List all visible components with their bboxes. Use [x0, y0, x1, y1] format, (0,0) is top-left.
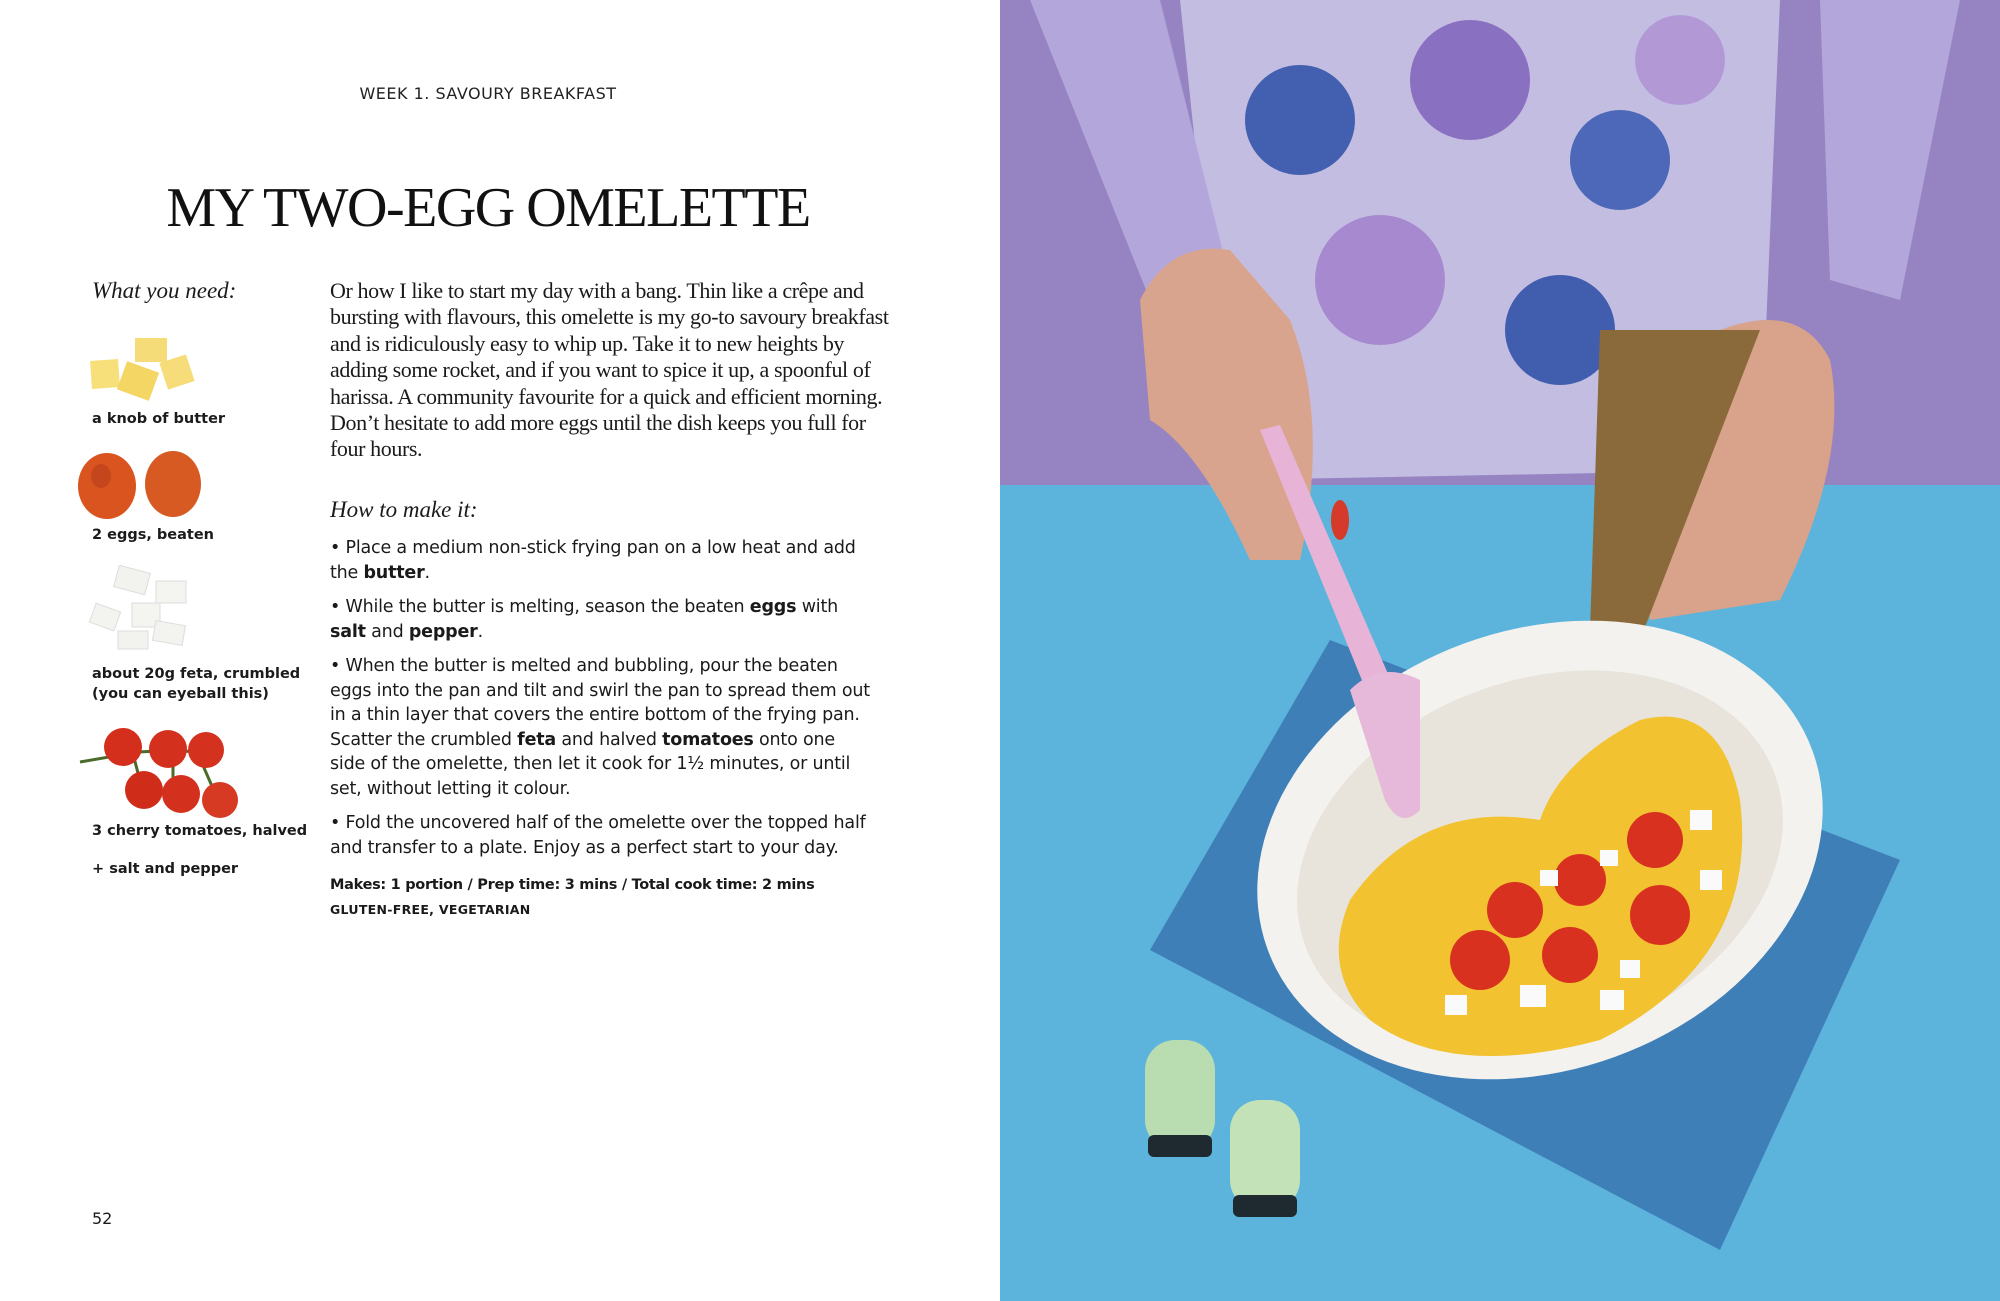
- method-step: [330, 811, 870, 860]
- diet-tags: GLUTEN-FREE, VEGETARIAN: [330, 902, 531, 917]
- step-ingredient-bold: tomatoes: [662, 729, 754, 750]
- step-text: onto one side of the omelette, then let it cook for 1½ minutes, or until set, without letting it colour.: [330, 729, 851, 799]
- method-step: [330, 595, 870, 644]
- step-ingredient-bold: eggs: [749, 597, 797, 617]
- feta-icon: [88, 565, 198, 660]
- ingredient-feta: [92, 664, 300, 704]
- ingredient-eggs: 2 eggs, beaten: [92, 527, 215, 543]
- pepper-shaker: [1230, 1100, 1300, 1210]
- page-number: 52: [92, 1209, 113, 1228]
- ingredient-salt-pepper: + salt and pepper: [92, 861, 239, 877]
- step-ingredient-bold: salt: [330, 621, 366, 642]
- step-text: and halved: [556, 729, 663, 750]
- step-ingredient-bold: butter: [363, 562, 425, 583]
- tomatoes-icon: [78, 722, 248, 822]
- omelette-photo: [1000, 0, 2000, 1301]
- step-text: with: [796, 597, 839, 617]
- step-text: • Place a medium non-stick frying pan on a low heat and add the: [330, 538, 856, 583]
- butter-icon: [85, 330, 205, 410]
- step-ingredient-bold: feta: [517, 729, 557, 750]
- eggs-icon: [75, 448, 205, 528]
- step-text: • While the butter is melting, season the beaten: [330, 597, 750, 617]
- step-ingredient-bold: pepper: [408, 621, 478, 642]
- recipe-title: MY TWO-EGG OMELETTE: [166, 177, 810, 239]
- step-text: .: [477, 621, 483, 642]
- intro-paragraph: Or how I like to start my day with a bang. Thin like a crêpe and bursting with flavours, this omelette is my go-to savoury breakfast and is ridiculously easy to whip up. Take it to new heights by adding some rocket, and if you want to spice it up, a spoonful of harissa. A community favourite for a quick and efficient morning. Don’t hesitate to add more eggs until the dish keeps you full for four hours.: [330, 278, 889, 462]
- step-text: • Fold the uncovered half of the omelette over the topped half and transfer to a plate. Enjoy as a perfect start to your day.: [330, 813, 866, 858]
- step-text: • When the butter is melted and bubbling, pour the beaten eggs into the pan and tilt and swirl the pan to spread them out in a thin layer that covers the entire bottom of the frying pan. Scatter the crumbled: [330, 656, 870, 750]
- method-steps: [330, 536, 870, 870]
- ingredient-feta-line1: about 20g feta, crumbled: [92, 666, 301, 682]
- ingredient-feta-line2: (you can eyeball this): [92, 686, 269, 702]
- recipe-meta: Makes: 1 portion / Prep time: 3 mins / Total cook time: 2 mins: [330, 877, 815, 893]
- ingredient-butter: a knob of butter: [92, 411, 226, 427]
- ingredient-tomatoes: 3 cherry tomatoes, halved: [92, 823, 308, 839]
- salt-shaker: [1145, 1040, 1215, 1150]
- step-text: .: [424, 562, 430, 583]
- ingredients-heading: What you need:: [92, 278, 237, 303]
- method-step: [330, 536, 870, 585]
- step-text: and: [365, 621, 409, 642]
- section-kicker: WEEK 1. SAVOURY BREAKFAST: [359, 84, 617, 103]
- method-step: [330, 654, 870, 801]
- method-heading: How to make it:: [330, 497, 478, 522]
